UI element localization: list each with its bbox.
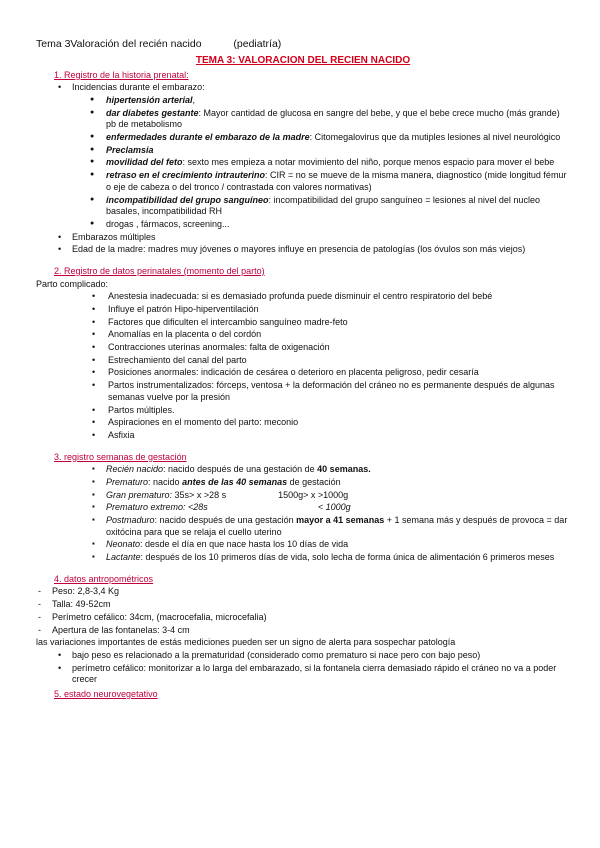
section-2-intro: Parto complicado: — [36, 278, 109, 289]
section-4-note: las variaciones importantes de estás mediciones pueden ser un signo de alerta para sospechar patología — [36, 637, 456, 648]
anthropometric-list — [36, 586, 570, 636]
list-item: ● hipertensión arterial, — [36, 95, 570, 107]
section-4-heading: 4. datos antropométricos — [54, 573, 154, 584]
list-item: ● Preclamsia — [36, 145, 570, 157]
list-item: ▪ Prematuro extremo: <28s < 1000g — [36, 502, 570, 514]
list-item: • Estrechamiento del canal del parto — [36, 355, 570, 367]
list-item: ● retraso en el crecimiento intrauterino: CIR = no se mueve de la misma manera, diagnostico (mide longitud fémur o eje de cabeza o del tronco / contrastada con valores normativas) — [36, 170, 570, 193]
list-item: - Perímetro cefálico: 34cm, (macrocefalia, microcefalia) — [36, 612, 570, 624]
list-item: • Factores que dificulten el intercambio sanguíneo madre-feto — [36, 317, 570, 329]
list-item: - Talla: 49-52cm — [36, 599, 570, 611]
list-item: • Partos múltiples. — [36, 405, 570, 417]
list-item: ● dar diabetes gestante: Mayor cantidad de glucosa en sangre del bebe, y que el bebe crece mucho (más grande) pb de metabolismo — [36, 108, 570, 131]
list-item: - Apertura de las fontanelas: 3-4 cm — [36, 625, 570, 637]
section-5-heading: 5. estado neurovegetativo — [54, 688, 158, 699]
section-1-after-list — [36, 232, 570, 256]
list-item: ● enfermedades durante el embarazo de la madre: Citomegalovirus que da mutiples lesiones al nivel neurológico — [36, 132, 570, 144]
pregnancy-incidents-list — [36, 95, 570, 231]
list-item: ▪ Lactante: después de los 10 primeros días de vida, solo lecha de forma única de alimentación 6 primeros meses — [36, 552, 570, 564]
list-item: • Embarazos múltiples — [36, 232, 570, 244]
main-heading: TEMA 3: VALORACION DEL RECIEN NACIDO — [195, 54, 411, 66]
list-item: • Anestesia inadecuada: si es demasiado profunda puede disminuir el centro respiratorio del bebé — [36, 291, 570, 303]
gestation-list — [36, 464, 570, 564]
section-1-heading: 1. Registro de la historia prenatal: — [54, 69, 189, 80]
list-item: ▪ Neonato: desde el día en que nace hasta los 10 días de vida — [36, 539, 570, 551]
list-item: - Peso: 2,8-3,4 Kg — [36, 586, 570, 598]
list-item: • bajo peso es relacionado a la prematuridad (considerado como prematuro si nace pero con bajo peso) — [36, 650, 570, 662]
list-item: ▪ Recién nacido: nacido después de una gestación de 40 semanas. — [36, 464, 570, 476]
list-item: • Aspiraciones en el momento del parto: meconio — [36, 417, 570, 429]
section-2-heading: 2. Registro de datos perinatales (momento del parto) — [54, 265, 265, 276]
section-1-intro: • Incidencias durante el embarazo: — [36, 82, 570, 94]
section-1-list — [36, 82, 570, 94]
list-item: • Partos instrumentalizados: fórceps, ventosa + la deformación del cráneo no es permanente después de algunas semanas vuelve por la presión — [36, 380, 570, 403]
list-item: • perímetro cefálico: monitorizar a lo larga del embarazado, si la fontanela cierra demasiado rápido el cráneo no va a poder crecer — [36, 663, 570, 686]
section-3-heading: 3. registro semanas de gestación — [54, 451, 187, 462]
list-item: • Influye el patrón Hipo-hiperventilación — [36, 304, 570, 316]
perinatal-list — [36, 291, 570, 441]
list-item: ● incompatibilidad del grupo sanguíneo: incompatibilidad del grupo sanguíneo = lesiones al nivel del nucleo basales, incompatibilidad RH — [36, 195, 570, 218]
list-item: • Posiciones anormales: indicación de cesárea o deterioro en placenta peligroso, pedir cesaría — [36, 367, 570, 379]
list-item: ▪ Postmaduro: nacido después de una gestación mayor a 41 semanas + 1 semana más y después de provoca = dar oxitócina para que se relaja el cuello uterino — [36, 515, 570, 538]
list-item: ▪ Gran prematuro: 35s> x >28 s 1500g> x >1000g — [36, 490, 570, 502]
list-item: • Edad de la madre: madres muy jóvenes o mayores influye en presencia de patologías (los óvulos son más viejos) — [36, 244, 570, 256]
list-item: • Contracciones uterinas anormales: falta de oxigenación — [36, 342, 570, 354]
list-item: • Asfixia — [36, 430, 570, 442]
section-4-bullets — [36, 650, 570, 686]
list-item: ● drogas , fármacos, screening... — [36, 219, 570, 231]
list-item: ● movilidad del feto: sexto mes empieza a notar movimiento del niño, porque menos espacio para mover el bebe — [36, 157, 570, 169]
list-item: ▪ Prematuro: nacido antes de las 40 semanas de gestación — [36, 477, 570, 489]
document-title: Tema 3Valoración del recién nacido (pediatría) — [36, 38, 282, 50]
list-item: • Anomalías en la placenta o del cordón — [36, 329, 570, 341]
